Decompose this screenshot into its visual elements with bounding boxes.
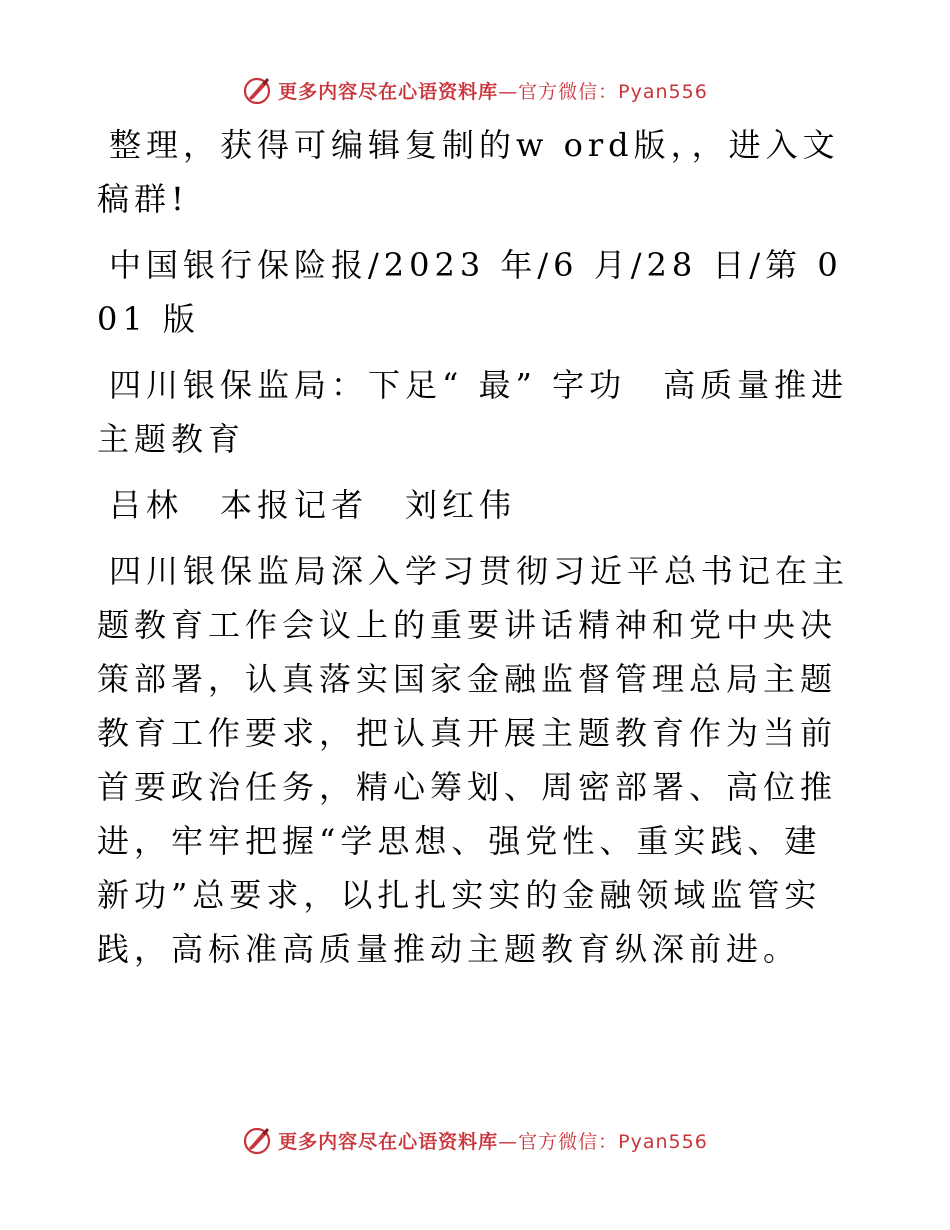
watermark-main-text: 更多内容尽在心语资料库 [278, 1130, 499, 1153]
document-body [97, 118, 857, 988]
source-line: 中国银行保险报/2023 年/6 月/28 日/第 001 版 [97, 246, 843, 338]
quill-pen-logo-icon [242, 1125, 272, 1155]
quill-pen-logo-icon [242, 75, 272, 105]
watermark-dash: — [498, 1130, 519, 1153]
watermark-wechat-text: 官方微信：Pyan556 [518, 80, 708, 103]
article-title: 四川银保监局：下足“ 最” 字功 高质量推进主题教育 [97, 366, 849, 458]
footer-watermark-text [278, 1127, 708, 1154]
watermark-main-text: 更多内容尽在心语资料库 [278, 80, 499, 103]
watermark-dash: — [498, 80, 519, 103]
body-paragraph: 四川银保监局深入学习贯彻习近平总书记在主题教育工作会议上的重要讲话精神和党中央决策部署，认真落实国家金融监督管理总局主题教育工作要求，把认真开展主题教育作为当前首要政治任务，精心筹划、周密部署、高位推进，牢牢把握“学思想、强党性、重实践、建新功”总要求，以扎扎实实的金融领域监管实践，高标准高质量推动主题教育纵深前进。 [97, 552, 850, 968]
watermark-wechat-text: 官方微信：Pyan556 [518, 1130, 708, 1153]
footer-watermark-banner [0, 1120, 950, 1160]
byline: 吕林 本报记者 刘红伟 [109, 486, 517, 524]
header-watermark-text [278, 77, 708, 104]
intro-paragraph: 整理，获得可编辑复制的w ord版，，进入文稿群! [97, 126, 840, 218]
header-watermark-banner [0, 70, 950, 110]
